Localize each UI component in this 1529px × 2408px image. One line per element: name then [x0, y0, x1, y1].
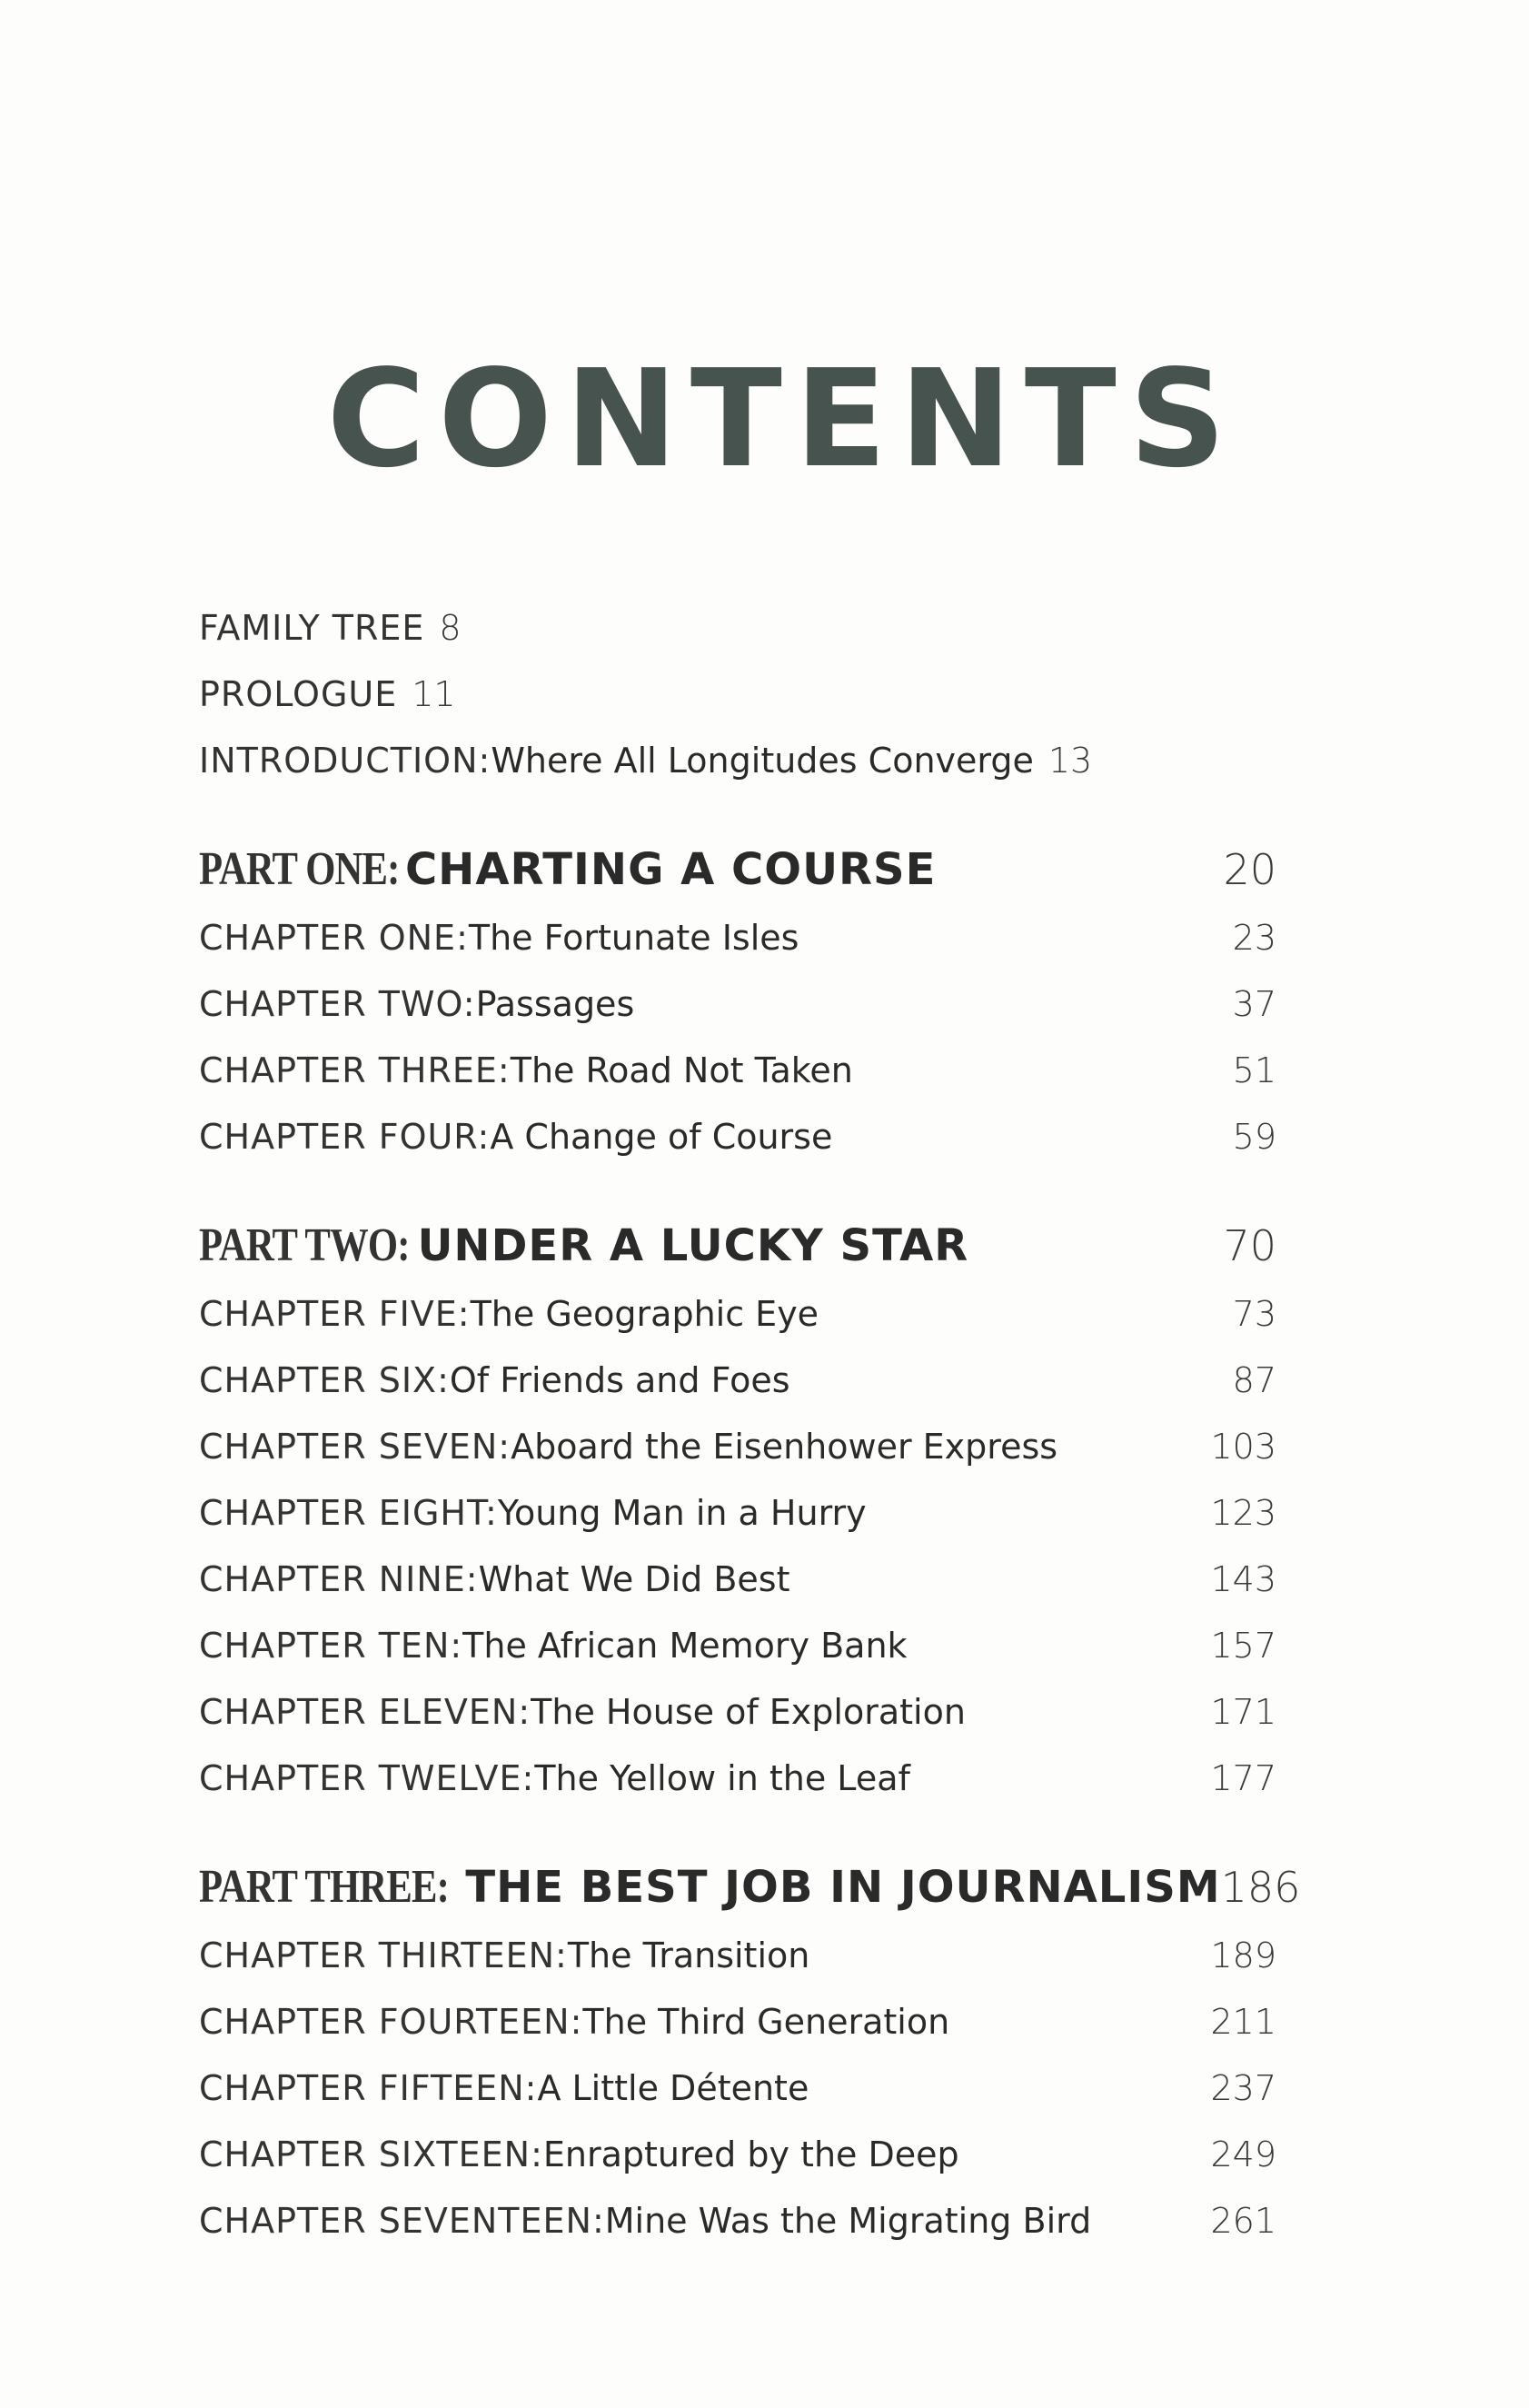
toc-chapter-entry[interactable] [199, 1038, 1276, 1104]
entry-title: The Geographic Eye [470, 1294, 819, 1334]
toc-chapter-entry[interactable] [199, 1679, 1276, 1746]
toc-chapter-entry[interactable] [199, 971, 1276, 1038]
entry-label: CHAPTER EIGHT: [199, 1493, 498, 1533]
toc-chapter-entry[interactable] [199, 1414, 1276, 1480]
toc-chapter-entry[interactable] [199, 2188, 1276, 2254]
entry-label: CHAPTER TWO: [199, 984, 476, 1024]
entry-title: The Road Not Taken [510, 1050, 853, 1090]
toc-chapter-entry[interactable] [199, 2122, 1276, 2188]
entry-page: 59 [1232, 1117, 1276, 1157]
entry-page: 186 [1220, 1863, 1301, 1912]
toc-chapter-entry[interactable] [199, 1746, 1276, 1812]
toc-part-heading[interactable] [199, 1210, 1276, 1281]
entry-page: 237 [1210, 2068, 1276, 2108]
toc-chapter-entry[interactable] [199, 1104, 1276, 1170]
entry-label: CHAPTER FIVE: [199, 1294, 471, 1334]
entry-page: 189 [1210, 1935, 1276, 1975]
entry-label: CHAPTER TEN: [199, 1626, 463, 1666]
toc-chapter-entry[interactable] [199, 1480, 1276, 1547]
entry-title: Aboard the Eisenhower Express [511, 1427, 1058, 1467]
toc-entry-introduction[interactable] [199, 728, 1276, 794]
page-title: CONTENTS [326, 341, 1239, 497]
entry-page: 103 [1210, 1427, 1276, 1467]
entry-title: A Change of Course [490, 1117, 833, 1157]
entry-title: Of Friends and Foes [449, 1360, 790, 1400]
entry-label: CHAPTER FOUR: [199, 1117, 491, 1157]
entry-page: 70 [1223, 1221, 1276, 1270]
entry-page: 123 [1210, 1493, 1276, 1533]
toc-chapter-entry[interactable] [199, 1547, 1276, 1613]
entry-label: CHAPTER SEVEN: [199, 1427, 511, 1467]
entry-page: 261 [1210, 2201, 1276, 2241]
entry-title: The Fortunate Isles [468, 918, 799, 958]
entry-title: The House of Exploration [531, 1692, 966, 1732]
entry-page: 51 [1232, 1050, 1276, 1090]
entry-label: PART THREE: [199, 1861, 449, 1913]
entry-title: The African Memory Bank [462, 1626, 908, 1666]
entry-title: Passages [475, 984, 635, 1024]
entry-title: The Yellow in the Leaf [534, 1758, 910, 1798]
entry-title: Young Man in a Hurry [497, 1493, 867, 1533]
toc-part-heading[interactable] [199, 834, 1276, 905]
toc-part-heading[interactable] [199, 1852, 1301, 1923]
entry-page: 20 [1223, 845, 1276, 894]
entry-title: Enraptured by the Deep [542, 2134, 959, 2174]
entry-label: CHAPTER SIX: [199, 1360, 450, 1400]
entry-title: A Little Détente [537, 2068, 809, 2108]
entry-page: 37 [1232, 984, 1276, 1024]
entry-label: CHAPTER TWELVE: [199, 1758, 535, 1798]
entry-page: 211 [1210, 2002, 1276, 2042]
entry-page: 11 [412, 674, 456, 714]
entry-title: Mine Was the Migrating Bird [604, 2201, 1092, 2241]
toc-entry-family-tree[interactable] [199, 595, 1276, 662]
entry-title: CHARTING A COURSE [404, 844, 937, 895]
entry-title: The Transition [567, 1935, 810, 1975]
toc-chapter-entry[interactable] [199, 1281, 1276, 1348]
entry-page: 177 [1210, 1758, 1276, 1798]
toc-entry-prologue[interactable] [199, 662, 1276, 728]
entry-title: UNDER A LUCKY STAR [417, 1220, 969, 1271]
toc-chapter-entry[interactable] [199, 905, 1276, 971]
entry-label: CHAPTER FIFTEEN: [199, 2068, 538, 2108]
entry-page: 157 [1210, 1626, 1276, 1666]
entry-title: THE BEST JOB IN JOURNALISM [465, 1862, 1221, 1913]
toc-chapter-entry[interactable] [199, 1348, 1276, 1414]
entry-label: CHAPTER ELEVEN: [199, 1692, 531, 1732]
entry-label: CHAPTER FOURTEEN: [199, 2002, 583, 2042]
entry-page: 87 [1232, 1360, 1276, 1400]
entry-label: PART ONE: [199, 843, 400, 895]
entry-label: PART TWO: [199, 1219, 410, 1271]
entry-page: 8 [439, 608, 462, 648]
entry-title: Where All Longitudes Converge [491, 741, 1034, 781]
entry-label: CHAPTER SEVENTEEN: [199, 2201, 605, 2241]
entry-page: 23 [1232, 918, 1276, 958]
entry-page: 249 [1210, 2134, 1276, 2174]
entry-title: The Third Generation [582, 2002, 950, 2042]
entry-label: INTRODUCTION: [199, 741, 491, 781]
entry-label: CHAPTER NINE: [199, 1559, 479, 1599]
entry-page: 13 [1047, 741, 1093, 781]
table-of-contents [199, 595, 1301, 2254]
toc-chapter-entry[interactable] [199, 2055, 1276, 2122]
entry-label: CHAPTER THREE: [199, 1050, 511, 1090]
entry-label: CHAPTER SIXTEEN: [199, 2134, 543, 2174]
entry-page: 171 [1210, 1692, 1276, 1732]
entry-title: What We Did Best [478, 1559, 790, 1599]
toc-chapter-entry[interactable] [199, 1613, 1276, 1679]
entry-label: FAMILY TREE [199, 608, 425, 648]
entry-label: PROLOGUE [199, 674, 398, 714]
toc-chapter-entry[interactable] [199, 1989, 1276, 2055]
toc-chapter-entry[interactable] [199, 1923, 1276, 1989]
entry-label: CHAPTER ONE: [199, 918, 469, 958]
entry-label: CHAPTER THIRTEEN: [199, 1935, 568, 1975]
entry-page: 73 [1232, 1294, 1276, 1334]
entry-page: 143 [1210, 1559, 1276, 1599]
